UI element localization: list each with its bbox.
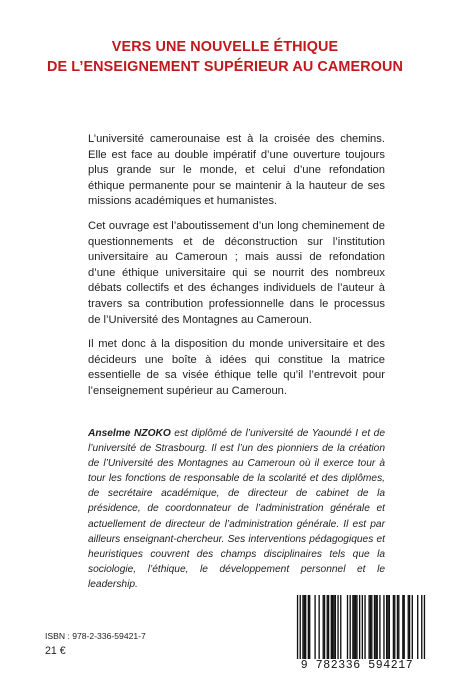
- barcode-bar: [318, 595, 319, 659]
- book-title-line-1: VERS UNE NOUVELLE ÉTHIQUE: [111, 39, 339, 55]
- isbn: ISBN : 978-2-336-59421-7: [45, 631, 146, 641]
- blurb-paragraph-3: Il met donc à la disposition du monde universitaire et des décideurs une boîte à idées qui constitue la matrice essentielle de sa visée éthique telle qu’il l’entrevoit pour l’enseignement supérieur au Cameroun.: [88, 338, 385, 397]
- barcode-bar: [412, 595, 413, 659]
- barcode-bar: [424, 595, 425, 665]
- book-title-line-2: DE L’ENSEIGNEMENT SUPÉRIEUR AU CAMEROUN: [47, 59, 403, 75]
- barcode-bar: [398, 595, 399, 659]
- barcode-bar: [356, 595, 357, 659]
- price: 21 €: [45, 645, 66, 657]
- barcode-bar: [350, 595, 351, 659]
- barcode-bar: [309, 595, 310, 659]
- barcode-bar: [332, 595, 333, 659]
- barcode-bar: [337, 595, 338, 659]
- barcode-bar: [304, 595, 305, 659]
- barcode-bar: [394, 595, 395, 659]
- barcode-bar: [300, 595, 301, 665]
- barcode-bar: [387, 595, 388, 659]
- barcode-bar: [305, 595, 306, 659]
- barcode-bar: [347, 595, 348, 659]
- barcode-bar: [302, 595, 303, 659]
- barcode-bar: [404, 595, 405, 659]
- barcode-bar: [377, 595, 378, 659]
- barcode-bar: [364, 595, 365, 659]
- barcode-bar: [409, 595, 410, 659]
- barcode-bar: [386, 595, 387, 659]
- barcode-bar: [323, 595, 324, 659]
- barcode-bar: [389, 595, 390, 659]
- author-name: Anselme NZOKO: [88, 428, 171, 439]
- barcode-bar: [371, 595, 372, 659]
- barcode-bar: [362, 595, 363, 665]
- barcode-bar: [375, 595, 376, 659]
- barcode-digits: 9 782336 594217: [288, 659, 426, 673]
- barcode-bar: [379, 595, 380, 659]
- barcode-bar: [370, 595, 371, 659]
- blurb: [88, 132, 385, 409]
- barcode-bar: [308, 595, 309, 659]
- barcode-bar: [354, 595, 355, 659]
- barcode-bar: [297, 595, 298, 665]
- author-bio: [88, 426, 385, 592]
- barcode-bars: [288, 595, 426, 665]
- barcode-bar: [355, 595, 356, 659]
- barcode-bar: [327, 595, 328, 659]
- barcode-bar: [417, 595, 418, 659]
- barcode: [288, 595, 426, 677]
- barcode-bar: [368, 595, 369, 659]
- barcode-bar: [402, 595, 403, 659]
- barcode-bar: [397, 595, 398, 659]
- barcode-bar: [374, 595, 375, 659]
- book-title: [0, 37, 450, 77]
- author-bio-text: est diplômé de l’université de Yaoundé I et de l’université de Strasbourg. Il est l’un des pionniers de la création de l’Université des Montagnes au Cameroun où il exerce tour à tour les fonctions de responsable de la scolarité et des diplômes, de secrétaire académique, de directeur de cabinet de la présidence, de coordonnateur de l’administration générale et actuellement de directeur de l’administration générale. Il est par ailleurs enseignant-chercheur. Ses interventions pédagogiques et heuristiques couvrent des champs disciplinaires tels que la sociologie, l’éthique, le développement personnel et le leadership.: [88, 428, 385, 590]
- barcode-bar: [328, 595, 329, 659]
- barcode-bar: [324, 595, 325, 659]
- barcode-bar: [314, 595, 315, 659]
- barcode-bar: [383, 595, 384, 659]
- blurb-paragraph-1: L’université camerounaise est à la croisée des chemins. Elle est face au double impératif d’une ouverture toujours plus grande sur le monde, et celui d’une refondation éthique permanente pour se maintenir à la hauteur de ses missions académiques et humanistes.: [88, 133, 385, 208]
- barcode-bar: [335, 595, 336, 659]
- barcode-bar: [352, 595, 353, 659]
- barcode-bar: [331, 595, 332, 659]
- blurb-paragraph-2: Cet ouvrage est l’aboutissement d’un long cheminement de questionnements et de déconstruction sur l’institution universitaire au Cameroun ; mais aussi de refondation d’une éthique universitaire qui se nourrit des nombreux débats collectifs et des échanges individuels de l’auteur à travers sa contribution professionnelle dans le processus de l’Université des Montagnes au Cameroun.: [88, 219, 385, 326]
- barcode-bar: [393, 595, 394, 659]
- barcode-bar: [408, 595, 409, 659]
- barcode-bar: [340, 595, 341, 659]
- barcode-bar: [359, 595, 360, 665]
- barcode-bar: [333, 595, 334, 659]
- barcode-bar: [421, 595, 422, 665]
